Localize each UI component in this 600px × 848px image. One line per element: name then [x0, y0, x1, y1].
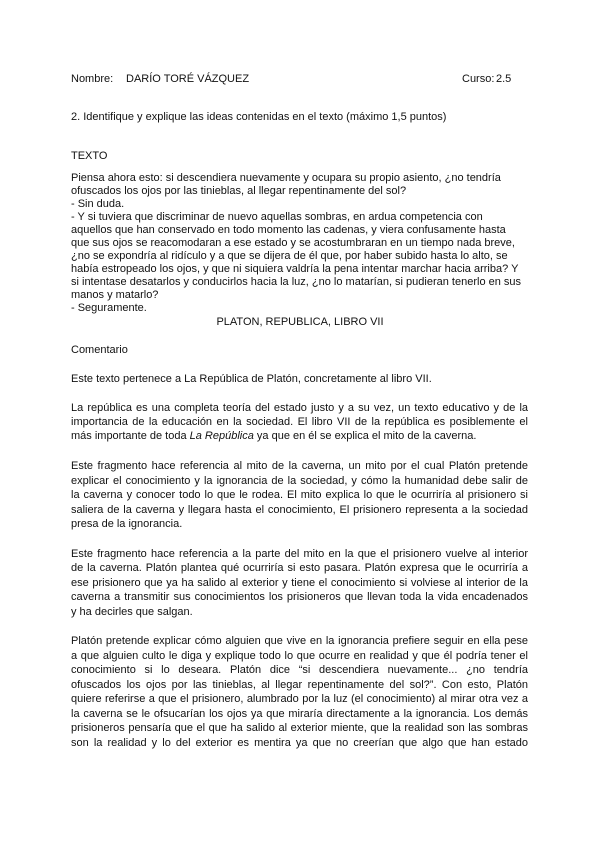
question-text: 2. Identifique y explique las ideas contenidas en el texto (máximo 1,5 puntos)	[71, 111, 447, 123]
book-title-italic: La República	[189, 430, 254, 442]
student-name: DARÍO TORÉ VÁZQUEZ	[126, 73, 250, 85]
paragraph-line: La república es una completa teoría del estado justo y a su vez, un texto educativo y de la	[71, 402, 528, 414]
paragraph-line: ofuscados los ojos por las tinieblas, al llegar repentinamente del sol?”. Con esto, Platón	[71, 679, 528, 691]
comentario-intro: Este texto pertenece a La República de Platón, concretamente al libro VII.	[71, 373, 432, 385]
paragraph-line: la caverna se le ofsucarían los ojos ya que miraría directamente a la ignorancia. Los demás	[71, 708, 528, 720]
texto-line: - Seguramente.	[71, 302, 147, 314]
texto-line: Piensa ahora esto: si descendiera nuevamente y ocupara su propio asiento, ¿no tendría	[71, 172, 501, 184]
paragraph-line: saliera de la caverna y llegara hasta el conocimiento, El prisionero representa a la sociedad	[71, 504, 528, 516]
comentario-heading: Comentario	[71, 344, 128, 356]
texto-line: ofuscados los ojos por las tinieblas, al llegar repentinamente del sol?	[71, 185, 407, 197]
texto-line: - Sin duda.	[71, 198, 125, 210]
texto-source: PLATON, REPUBLICA, LIBRO VII	[216, 316, 384, 328]
texto-line: aquellos que han conservado en todo momento las cadenas, y viera confusamente hasta	[71, 224, 506, 236]
texto-heading: TEXTO	[71, 150, 108, 162]
name-label: Nombre:	[71, 73, 114, 85]
paragraph-line: caverna a transmitir sus conocimientos los prisioneros que llevan toda la vida encadenados	[71, 591, 528, 603]
paragraph-line: la caverna y conocer todo lo que le rodea. El mito explica lo que le ocurriría al prisionero si	[71, 489, 528, 501]
texto-line: - Y si tuviera que discriminar de nuevo aquellas sombras, en ardua competencia con	[71, 211, 483, 223]
course-value: 2.5	[496, 73, 512, 85]
texto-line: que sus ojos se reacomodaran a ese estado y se acostumbraran en un tiempo nada breve,	[71, 237, 515, 249]
paragraph-line-start: más importante de toda	[71, 430, 187, 442]
paragraph-line: explicar el conocimiento y la ignorancia de la sociedad, y cómo la humanidad debe salir de	[71, 475, 528, 487]
texto-line: si intentase desatarlos y conducirlos hacia la luz, ¿no lo matarían, si pudieran tenerlo en sus	[71, 276, 522, 288]
paragraph-line: a que alguien culto le diga y explique todo lo que ocurre en realidad y que él podría tener el	[71, 650, 528, 662]
paragraph-line	[71, 430, 476, 443]
paragraph-line: prisioneros pensaría que el que ha salido al exterior miente, que la realidad son las sombras	[71, 722, 528, 734]
paragraph-line: Platón pretende explicar cómo alguien que vive en la ignorancia prefiere seguir en ella pese	[71, 635, 528, 647]
paragraph-line-end: ya que en él se explica el mito de la caverna.	[256, 430, 477, 442]
texto-line: ¿no se expondría al ridículo y a que se dijera de él que, por haber subido hasta lo alto, se	[71, 250, 508, 262]
paragraph-line: importancia de la educación en la sociedad. El libro VII de la república es posiblemente el	[71, 416, 528, 428]
paragraph-line: son la realidad y lo del exterior es mentira ya que no creerían que algo que han estado	[71, 737, 528, 749]
texto-line: había estropeado los ojos, y que ni siquiera valdría la pena intentar marchar hacia arriba? Y	[71, 263, 519, 275]
course-label: Curso:	[462, 73, 495, 85]
paragraph-line: ese prisionero que ya ha salido al exterior y tiene el conocimiento si volviese al interior de la	[71, 577, 528, 589]
paragraph-line: quiere referirse a que el prisionero, alumbrado por la luz (el conocimiento) al mirar otra vez a	[71, 693, 528, 705]
paragraph-line: de la caverna. Platón plantea qué ocurriría si esto pasara. Platón expresa que le ocurriría a	[71, 562, 528, 574]
paragraph-line: Este fragmento hace referencia al mito de la caverna, un mito por el cual Platón pretende	[71, 460, 528, 472]
texto-line: manos y matarlo?	[71, 289, 159, 301]
paragraph-line: Este fragmento hace referencia a la parte del mito en la que el prisionero vuelve al interior	[71, 548, 528, 560]
paragraph-line: conocimiento si lo deseara. Platón dice “si descendiera nuevamente... ¿no tendría	[71, 664, 528, 676]
paragraph-line: presa de la ignorancia.	[71, 518, 183, 530]
paragraph-line: y ha decirles que salgan.	[71, 606, 193, 618]
